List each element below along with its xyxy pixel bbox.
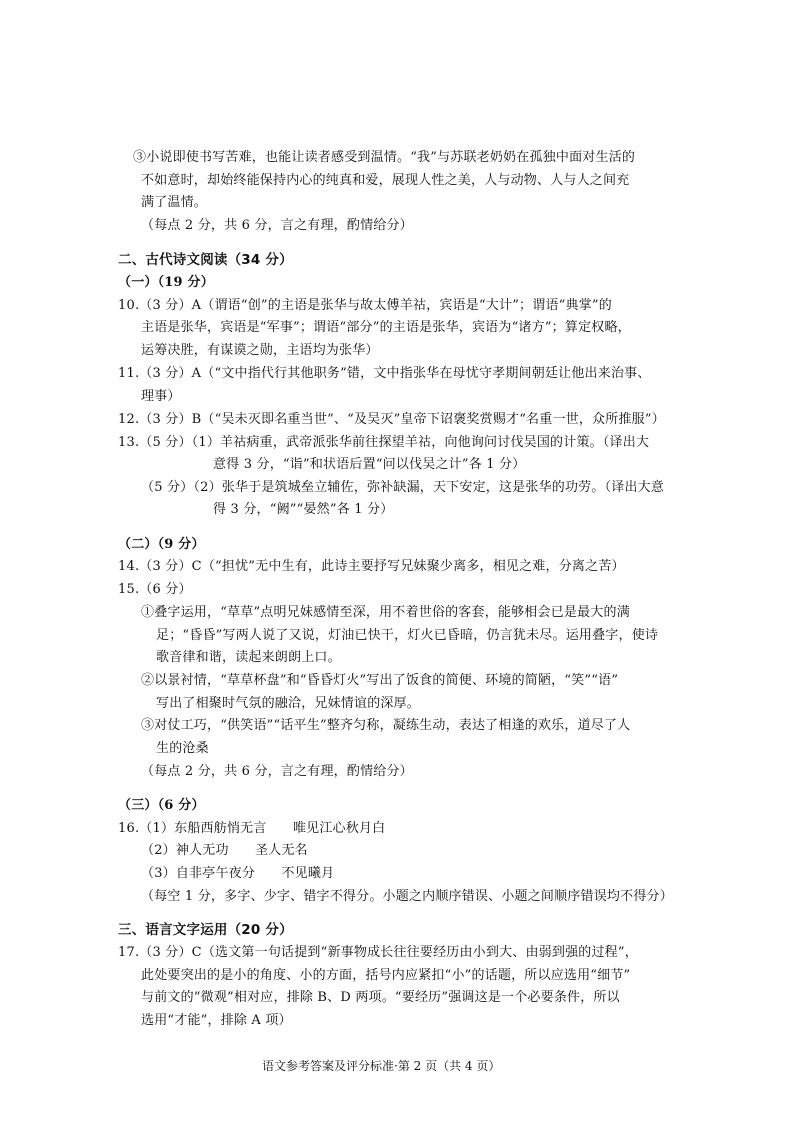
text-line: 选用“才能”，排除 A 项） <box>141 1013 292 1028</box>
text-line: （每空 1 分，多字、少字、错字不得分。小题之内顺序错误、小题之间顺序错误均不得分） <box>141 889 673 904</box>
text-line: 足；“昏昏”写两人说了又说，灯油已快干，灯火已昏暗，仍言犹未尽。运用叠字，使诗 <box>156 628 659 643</box>
text-line: 意得 3 分，“诣”和状语后置“问以伐吴之计”各 1 分） <box>213 457 526 472</box>
subsection-heading: （三）（6 分） <box>118 798 205 813</box>
text-line: （3）自非亭午夜分 不见曦月 <box>141 866 335 881</box>
text-line: 理事） <box>141 389 181 404</box>
text-line: 17.（3 分）C（选文第一句话提到“新事物成长往往要经历由小到大、由弱到强的过程”， <box>118 945 638 960</box>
text-line: 与前文的“微观”相对应，排除 B、D 两项。“要经历”强调这是一个必要条件，所以 <box>141 990 620 1005</box>
text-line: 不如意时，却始终能保持内心的纯真和爱，展现人性之美，人与动物、人与人之间充 <box>141 173 630 188</box>
text-line: 15.（6 分） <box>118 582 192 597</box>
text-line: 运筹决胜，有谋谟之勋，主语均为张华） <box>141 343 379 358</box>
text-line: 13.（5 分）（1）羊祜病重，武帝派张华前往探望羊祜，向他询问讨伐吴国的计策。（译出大 <box>118 435 650 450</box>
subsection-heading: （二）（9 分） <box>118 537 205 552</box>
text-line: 10.（3 分）A（谓语“创”的主语是张华与故太傅羊祜，宾语是“大计”；谓语“典掌”的 <box>118 298 612 313</box>
text-line: 16.（1）东船西舫悄无言 唯见江心秋月白 <box>118 821 386 836</box>
text-line: （2）神人无功 圣人无名 <box>141 843 308 858</box>
text-line: （5 分）（2）张华于是筑城垒立辅佐，弥补缺漏，天下安定，这是张华的功劳。（译出大意 <box>141 480 665 495</box>
text-line: 得 3 分，“阙”“晏然”各 1 分） <box>213 502 394 517</box>
text-line: 12.（3 分）B（“吴未灭即名重当世”、“及吴灭”皇帝下诏褒奖赏赐才“名重一世，众所推服”） <box>118 412 665 427</box>
text-line: ③小说即使书写苦难，也能让读者感受到温情。“我”与苏联老奶奶在孤独中面对生活的 <box>133 150 636 165</box>
text-line: 写出了相聚时气氛的融洽，兄妹情谊的深厚。 <box>156 696 421 711</box>
section-heading: 二、古代诗文阅读（34 分） <box>118 252 293 268</box>
text-line: 生的沧桑 <box>156 741 209 756</box>
section-heading: 三、语言文字运用（20 分） <box>118 922 293 938</box>
text-line: 14.（3 分）C（“担忧”无中生有，此诗主要抒写兄妹聚少离多，相见之难，分离之苦） <box>118 559 625 574</box>
text-line: ①叠字运用，“草草”点明兄妹感情至深，用不着世俗的客套，能够相会已是最大的满 <box>141 605 630 620</box>
text-line: 歌音律和谐，读起来朗朗上口。 <box>156 650 341 665</box>
text-line: （每点 2 分，共 6 分，言之有理，酌情给分） <box>141 764 413 779</box>
text-line: 主语是张华，宾语是“军事”；谓语“部分”的主语是张华，宾语为“诸方”；算定权略， <box>141 320 631 335</box>
text-line: ②以景衬情，“草草杯盘”和“昏昏灯火”写出了饭食的简便、环境的简陋，“笑”“语” <box>141 673 619 688</box>
text-line: ③对仗工巧，“供笑语”“话平生”整齐匀称，凝练生动，表达了相逢的欢乐，道尽了人 <box>141 718 631 733</box>
subsection-heading: （一）（19 分） <box>118 275 214 290</box>
text-line: 满了温情。 <box>141 195 208 210</box>
page-footer: 语文参考答案及评分标准·第 2 页（共 4 页） <box>262 1059 501 1073</box>
text-line: 11.（3 分）A（“文中指代行其他职务”错，文中指张华在母忧守孝期间朝廷让他出来治事、 <box>118 366 651 381</box>
text-line: 此处要突出的是小的角度、小的方面，括号内应紧扣“小”的话题，所以应选用“细节” <box>141 968 631 983</box>
text-line: （每点 2 分，共 6 分，言之有理，酌情给分） <box>141 218 413 233</box>
